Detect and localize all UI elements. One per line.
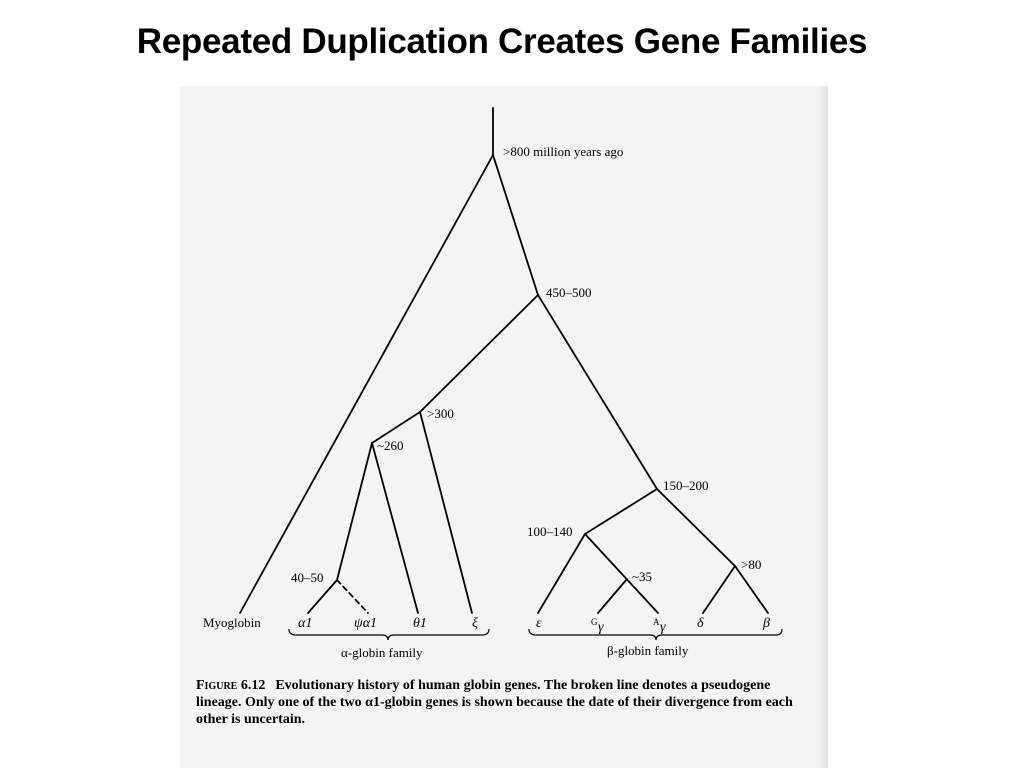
leaf-label-ggamma-superscript: G	[591, 617, 598, 627]
alpha-family-label: α-globin family	[341, 645, 423, 660]
node-label-root: >800 million years ago	[503, 144, 624, 159]
branch-450-to-150	[538, 295, 657, 489]
leaf-label-xi: ξ	[472, 616, 478, 631]
figure-caption	[196, 677, 796, 728]
leaf-label-delta: δ	[697, 616, 704, 631]
leaf-label-theta1: θ1	[413, 616, 427, 631]
leaf-label-agamma-superscript: A	[653, 617, 660, 627]
branch-150-to-80	[657, 489, 735, 566]
node-label-150-200: 150–200	[663, 478, 709, 493]
beta-family-label: β-globin family	[607, 643, 689, 658]
leaf-label-epsilon: ε	[536, 616, 542, 631]
leaf-label-ggamma: γ	[598, 620, 604, 635]
alpha-family-brace	[289, 629, 489, 640]
leaf-label-alpha1: α1	[298, 616, 313, 631]
beta-family-brace	[529, 629, 782, 640]
branch-epsilon	[538, 534, 585, 613]
branch-delta	[703, 566, 735, 613]
node-label-300: >300	[427, 406, 454, 421]
branch-450-to-300	[420, 295, 538, 412]
leaf-label-agamma: γ	[660, 620, 666, 635]
branch-beta	[735, 566, 768, 613]
leaf-label-myoglobin: Myoglobin	[203, 615, 261, 630]
branch-150-to-100	[585, 489, 657, 534]
leaf-label-beta: β	[763, 616, 770, 631]
node-label-100-140: 100–140	[527, 524, 573, 539]
figure-number: Figure 6.12	[196, 678, 266, 693]
branch-root-to-450	[493, 155, 538, 295]
node-label-260: ~260	[377, 438, 404, 453]
branch-xi	[420, 412, 472, 613]
branch-260-to-40	[337, 443, 372, 580]
tree-branches	[240, 108, 768, 613]
branch-psialpha1-pseudogene	[337, 580, 368, 613]
branch-theta1	[372, 443, 418, 613]
node-label-450-500: 450–500	[546, 285, 592, 300]
node-label-80: >80	[741, 557, 762, 572]
branch-ggamma	[598, 579, 627, 613]
figure-caption-text: Evolutionary history of human globin genes. The broken line denotes a pseudogene lineage. Only one of the two α1-globin genes is shown because the date of their divergence from each other is uncertain.	[196, 678, 793, 727]
slide-title: Repeated Duplication Creates Gene Families	[136, 22, 868, 61]
leaf-label-psialpha1: ψα1	[354, 616, 378, 631]
node-label-40-50: 40–50	[291, 570, 324, 585]
node-label-35: ~35	[632, 569, 653, 584]
